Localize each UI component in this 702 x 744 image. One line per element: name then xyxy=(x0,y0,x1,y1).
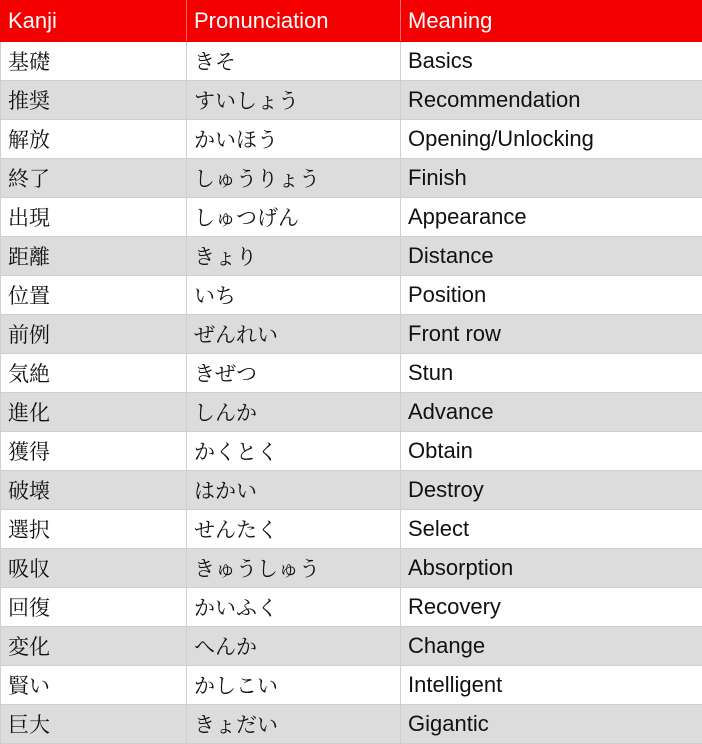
kanji-cell: 巨大 xyxy=(1,705,187,744)
meaning-cell: Appearance xyxy=(401,198,702,237)
table-header xyxy=(1,1,702,42)
kanji-cell: 距離 xyxy=(1,237,187,276)
kanji-cell: 吸収 xyxy=(1,549,187,588)
kanji-cell: 進化 xyxy=(1,393,187,432)
meaning-cell: Front row xyxy=(401,315,702,354)
meaning-cell: Change xyxy=(401,627,702,666)
table-row xyxy=(1,666,702,705)
meaning-cell: Distance xyxy=(401,237,702,276)
pronunciation-cell: はかい xyxy=(187,471,401,510)
header-pronunciation: Pronunciation xyxy=(187,1,401,42)
kanji-cell: 終了 xyxy=(1,159,187,198)
pronunciation-cell: ぜんれい xyxy=(187,315,401,354)
pronunciation-cell: しんか xyxy=(187,393,401,432)
table-row xyxy=(1,471,702,510)
meaning-cell: Destroy xyxy=(401,471,702,510)
header-meaning: Meaning xyxy=(401,1,702,42)
table-row xyxy=(1,627,702,666)
kanji-cell: 出現 xyxy=(1,198,187,237)
table-row xyxy=(1,276,702,315)
kanji-cell: 破壊 xyxy=(1,471,187,510)
pronunciation-cell: きぜつ xyxy=(187,354,401,393)
pronunciation-cell: かしこい xyxy=(187,666,401,705)
meaning-cell: Opening/Unlocking xyxy=(401,120,702,159)
kanji-cell: 獲得 xyxy=(1,432,187,471)
pronunciation-cell: いち xyxy=(187,276,401,315)
meaning-cell: Obtain xyxy=(401,432,702,471)
pronunciation-cell: へんか xyxy=(187,627,401,666)
meaning-cell: Recommendation xyxy=(401,81,702,120)
header-row xyxy=(1,1,702,42)
kanji-cell: 基礎 xyxy=(1,42,187,81)
table-row xyxy=(1,510,702,549)
table-row xyxy=(1,432,702,471)
kanji-cell: 変化 xyxy=(1,627,187,666)
meaning-cell: Absorption xyxy=(401,549,702,588)
table-row xyxy=(1,705,702,744)
kanji-cell: 気絶 xyxy=(1,354,187,393)
table-row xyxy=(1,120,702,159)
kanji-cell: 回復 xyxy=(1,588,187,627)
pronunciation-cell: きょり xyxy=(187,237,401,276)
table-row xyxy=(1,549,702,588)
meaning-cell: Finish xyxy=(401,159,702,198)
kanji-cell: 解放 xyxy=(1,120,187,159)
meaning-cell: Advance xyxy=(401,393,702,432)
kanji-cell: 賢い xyxy=(1,666,187,705)
pronunciation-cell: かいふく xyxy=(187,588,401,627)
table-row xyxy=(1,315,702,354)
table-row xyxy=(1,354,702,393)
kanji-cell: 選択 xyxy=(1,510,187,549)
meaning-cell: Gigantic xyxy=(401,705,702,744)
table-row xyxy=(1,588,702,627)
meaning-cell: Intelligent xyxy=(401,666,702,705)
pronunciation-cell: きょだい xyxy=(187,705,401,744)
pronunciation-cell: すいしょう xyxy=(187,81,401,120)
table-row xyxy=(1,198,702,237)
pronunciation-cell: せんたく xyxy=(187,510,401,549)
pronunciation-cell: しゅつげん xyxy=(187,198,401,237)
kanji-cell: 前例 xyxy=(1,315,187,354)
kanji-cell: 位置 xyxy=(1,276,187,315)
pronunciation-cell: きゅうしゅう xyxy=(187,549,401,588)
pronunciation-cell: かいほう xyxy=(187,120,401,159)
meaning-cell: Recovery xyxy=(401,588,702,627)
meaning-cell: Select xyxy=(401,510,702,549)
table-row xyxy=(1,237,702,276)
meaning-cell: Basics xyxy=(401,42,702,81)
pronunciation-cell: きそ xyxy=(187,42,401,81)
table-row xyxy=(1,393,702,432)
meaning-cell: Stun xyxy=(401,354,702,393)
pronunciation-cell: しゅうりょう xyxy=(187,159,401,198)
table-body xyxy=(1,42,702,744)
table-row xyxy=(1,42,702,81)
kanji-cell: 推奨 xyxy=(1,81,187,120)
table-row xyxy=(1,81,702,120)
pronunciation-cell: かくとく xyxy=(187,432,401,471)
meaning-cell: Position xyxy=(401,276,702,315)
header-kanji: Kanji xyxy=(1,1,187,42)
table-row xyxy=(1,159,702,198)
